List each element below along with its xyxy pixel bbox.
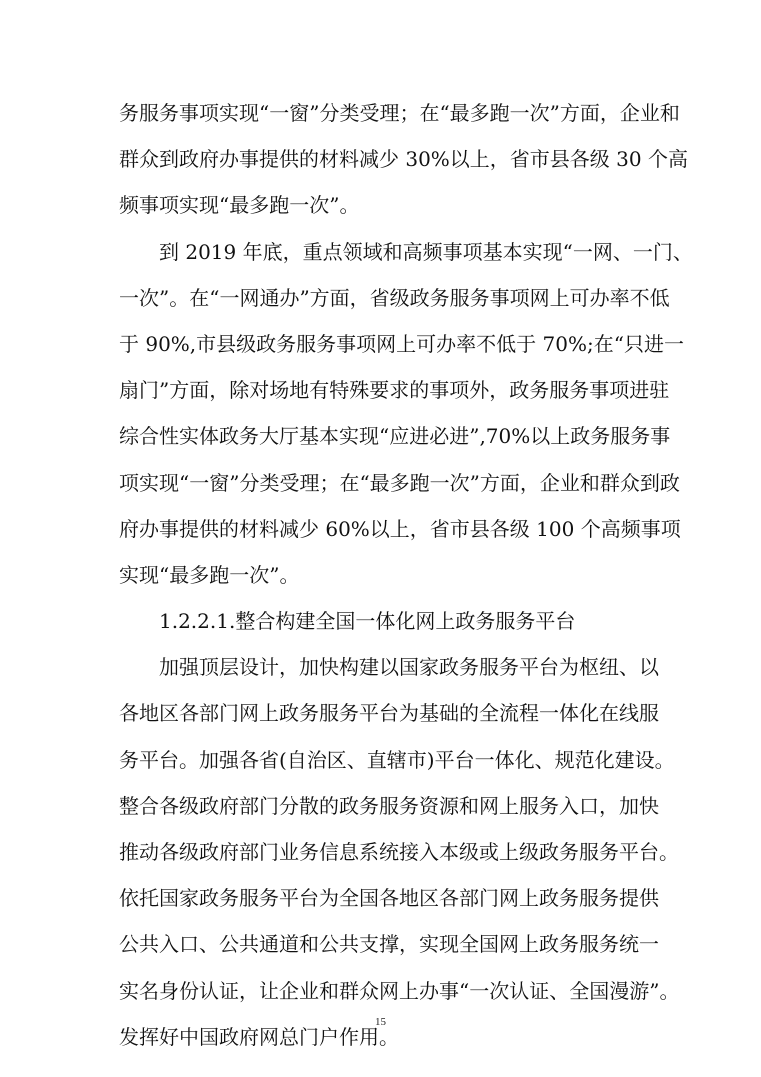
text-line: 扇门”方面，除对场地有特殊要求的事项外，政务服务事项进驻: [119, 378, 670, 403]
text-line: 务服务事项实现“一窗”分类受理；在“最多跑一次”方面，企业和: [119, 101, 680, 125]
text-line: 一次”。在“一网通办”方面，省级政务服务事项网上可办率不低: [119, 285, 670, 310]
text-line: 推动各级政府部门业务信息系统接入本级或上级政务服务平台。: [119, 840, 679, 864]
text-line: 群众到政府办事提供的材料减少 30%以上，省市县各级 30 个高: [119, 147, 688, 172]
page-number: 15: [375, 1016, 386, 1028]
text-line: 加强顶层设计，加快构建以国家政务服务平台为枢纽、以: [159, 655, 659, 680]
text-line: 公共入口、公共通道和公共支撑，实现全国网上政务服务统一: [119, 932, 659, 957]
body-text: [119, 90, 693, 1060]
text-line: 到 2019 年底，重点领域和高频事项基本实现“一网、一门、: [159, 239, 693, 264]
text-line: 府办事提供的材料减少 60%以上，省市县各级 100 个高频事项: [119, 516, 681, 541]
text-line: 务平台。加强各省(自治区、直辖市)平台一体化、规范化建设。: [119, 747, 675, 772]
text-line: 综合性实体政务大厅基本实现“应进必进”,70%以上政务服务事: [119, 424, 671, 449]
text-line: 整合各级政府部门分散的政务服务资源和网上服务入口，加快: [119, 793, 659, 818]
text-line: 依托国家政务服务平台为全国各地区各部门网上政务服务提供: [119, 886, 659, 911]
text-line: 实名身份认证，让企业和群众网上办事“一次认证、全国漫游”。: [119, 978, 680, 1003]
text-line: 频事项实现“最多跑一次”。: [119, 193, 360, 218]
text-line: 发挥好中国政府网总门户作用。: [119, 1024, 399, 1049]
text-line: 各地区各部门网上政务服务平台为基础的全流程一体化在线服: [119, 701, 659, 726]
section-heading: 1.2.2.1.整合构建全国一体化网上政务服务平台: [159, 609, 576, 634]
text-line: 项实现“一窗”分类受理；在“最多跑一次”方面，企业和群众到政: [119, 470, 680, 495]
text-line: 于 90%,市县级政务服务事项网上可办率不低于 70%;在“只进一: [119, 331, 684, 356]
text-line: 实现“最多跑一次”。: [119, 562, 300, 587]
